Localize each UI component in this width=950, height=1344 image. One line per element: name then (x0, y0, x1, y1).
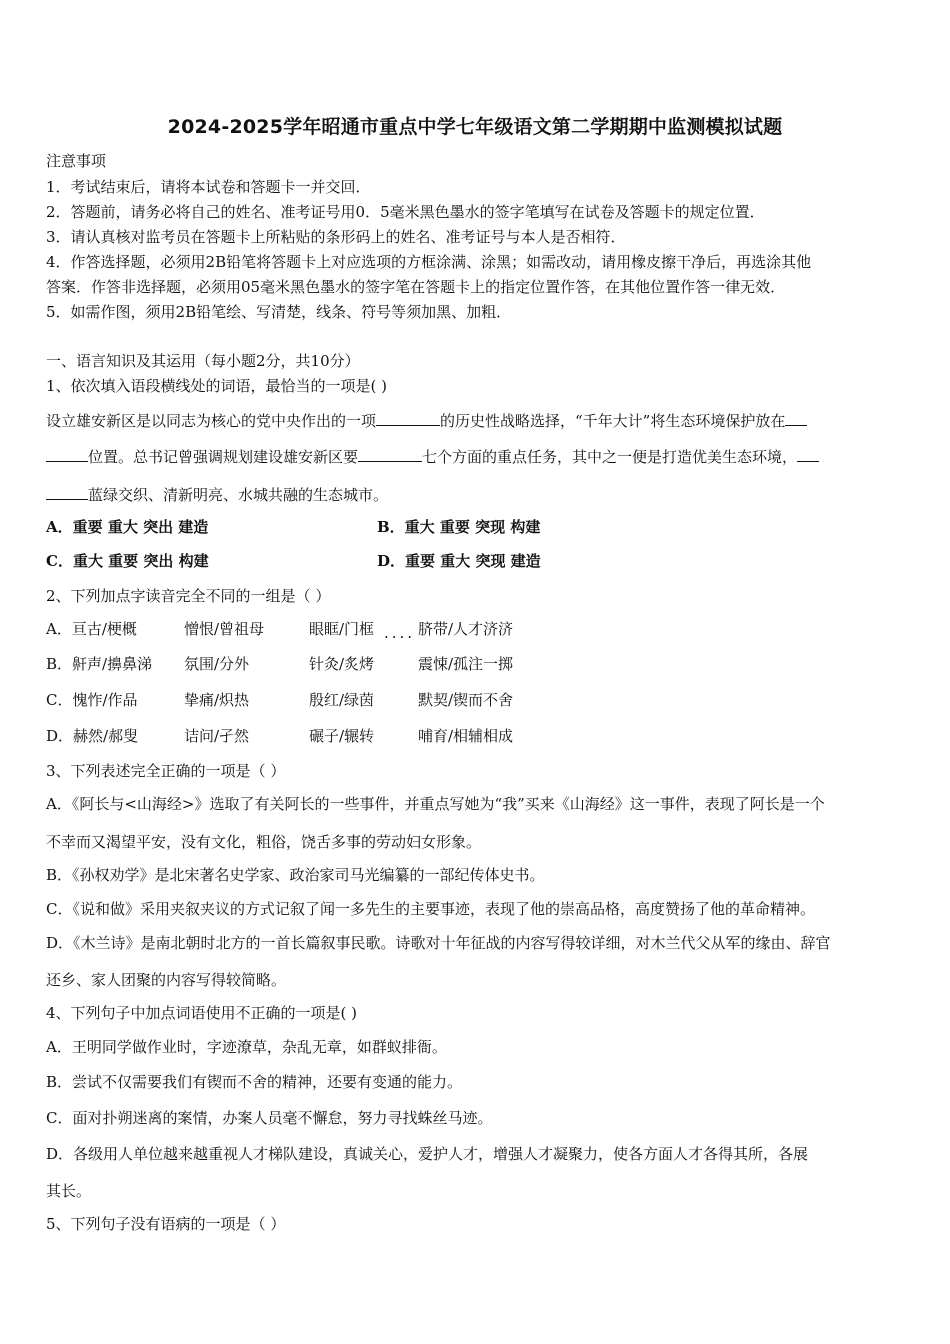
notice-item: 5．如需作图，须用2B铅笔绘、写清楚，线条、符号等须加黑、加粗． (46, 303, 512, 321)
q2-d-1: D．赫然/郝叟 (46, 727, 139, 745)
q3-option-d: D．《木兰诗》是南北朝时北方的一首长篇叙事民歌。诗歌对十年征战的内容写得较详细，对木兰代父从军的缘由、辞官 (46, 934, 831, 952)
q1-passage-line (46, 447, 819, 466)
q1-passage-line (46, 411, 807, 430)
q2-a-3: 眼眶/门框 (309, 620, 375, 638)
q3-stem: 3、下列表述完全正确的一项是（ ） (46, 762, 286, 780)
q1-blank (797, 447, 819, 462)
q1-blank (46, 447, 88, 462)
q1-text: 设立雄安新区是以同志为核心的党中央作出的一项 (46, 412, 377, 430)
q2-d-4: 哺育/相辅相成 (418, 727, 514, 745)
q4-stem: 4、下列句子中加点词语使用不正确的一项是( ) (46, 1004, 358, 1022)
notice-heading: 注意事项 (46, 152, 107, 170)
q3-option-b: B．《孙权劝学》是北宋著名史学家、政治家司马光编纂的一部纪传体史书。 (46, 866, 545, 884)
q1-blank (358, 447, 422, 462)
q2-a-1: A．亘古/梗概 (46, 620, 137, 638)
q1-text: 蓝绿交织、清新明亮、水城共融的生态城市。 (88, 486, 389, 504)
q3-option-c: C．《说和做》采用夹叙夹议的方式记叙了闻一多先生的主要事迹，表现了他的崇高品格，高度赞扬了他的革命精神。 (46, 900, 815, 918)
notice-item: 1．考试结束后，请将本试卷和答题卡一并交回． (46, 178, 371, 196)
q1-blank (785, 411, 807, 426)
section-heading: 一、语言知识及其运用（每小题2分，共10分） (46, 352, 360, 370)
notice-item: 4．作答选择题，必须用2B铅笔将答题卡上对应选项的方框涂满、涂黑；如需改动，请用橡皮擦干净后，再选涂其他 (46, 253, 812, 271)
q2-c-4: 默契/锲而不舍 (418, 691, 514, 709)
notice-item: 答案．作答非选择题，必须用05毫米黑色墨水的签字笔在答题卡上的指定位置作答，在其他位置作答一律无效． (46, 278, 786, 296)
q2-b-2: 氛围/分外 (184, 655, 250, 673)
q2-d-3: 碾子/辗转 (309, 727, 375, 745)
q4-option-a: A．王明同学做作业时，字迹潦草，杂乱无章，如群蚁排衙。 (46, 1038, 447, 1056)
q4-option-d: D．各级用人单位越来越重视人才梯队建设，真诚关心，爱护人才，增强人才凝聚力，使各方面人才各得其所，各展 (46, 1145, 809, 1163)
q1-text: 位置。总书记曾强调规划建设雄安新区要 (88, 448, 359, 466)
q2-a-2: 憎恨/曾祖母 (184, 620, 265, 638)
emphasis-dots: .... (384, 624, 416, 642)
q1-passage-line (46, 485, 388, 504)
q3-option-a-cont: 不幸而又渴望平安，没有文化，粗俗，饶舌多事的劳动妇女形象。 (46, 833, 482, 851)
notice-item: 2．答题前，请务必将自己的姓名、准考证号用0．5毫米黑色墨水的签字笔填写在试卷及答题卡的规定位置． (46, 203, 765, 221)
q2-d-2: 诘问/孑然 (184, 727, 250, 745)
q4-option-c: C．面对扑朔迷离的案情，办案人员毫不懈怠，努力寻找蛛丝马迹。 (46, 1109, 493, 1127)
q1-text: 七个方面的重点任务，其中之一便是打造优美生态环境， (422, 448, 798, 466)
q2-a-4: 脐带/人才济济 (418, 620, 514, 638)
q2-c-3: 殷红/绿茵 (309, 691, 375, 709)
q1-blank (46, 485, 88, 500)
q4-option-b: B．尝试不仅需要我们有锲而不舍的精神，还要有变通的能力。 (46, 1073, 463, 1091)
q1-option-b: B．重大 重要 突现 构建 (377, 518, 541, 536)
q1-blank (376, 411, 440, 426)
q3-option-a: A．《阿长与<山海经>》选取了有关阿长的一些事件，并重点写她为“我”买来《山海经》这一事件，表现了阿长是一个 (46, 795, 825, 813)
q1-option-c: C．重大 重要 突出 构建 (46, 552, 209, 570)
q2-b-3: 针灸/炙烤 (309, 655, 375, 673)
q2-b-4: 震悚/孤注一掷 (418, 655, 514, 673)
q5-stem: 5、下列句子没有语病的一项是（ ） (46, 1215, 286, 1233)
q1-option-d: D．重要 重大 突现 建造 (377, 552, 541, 570)
q1-stem: 1、依次填入语段横线处的词语，最恰当的一项是( ) (46, 377, 388, 395)
q1-text: 的历史性战略选择，“千年大计”将生态环境保护放在 (440, 412, 786, 430)
page-title: 2024-2025学年昭通市重点中学七年级语文第二学期期中监测模拟试题 (167, 116, 783, 138)
q2-c-1: C．愧怍/作品 (46, 691, 138, 709)
notice-item: 3．请认真核对监考员在答题卡上所粘贴的条形码上的姓名、准考证号与本人是否相符． (46, 228, 626, 246)
q4-option-d-cont: 其长。 (46, 1182, 92, 1200)
q2-c-2: 挚痛/炽热 (184, 691, 250, 709)
q2-b-1: B．鼾声/擤鼻涕 (46, 655, 153, 673)
q3-option-d-cont: 还乡、家人团聚的内容写得较简略。 (46, 971, 287, 989)
q1-option-a: A．重要 重大 突出 建造 (46, 518, 209, 536)
q2-stem: 2、下列加点字读音完全不同的一组是（ ） (46, 587, 331, 605)
